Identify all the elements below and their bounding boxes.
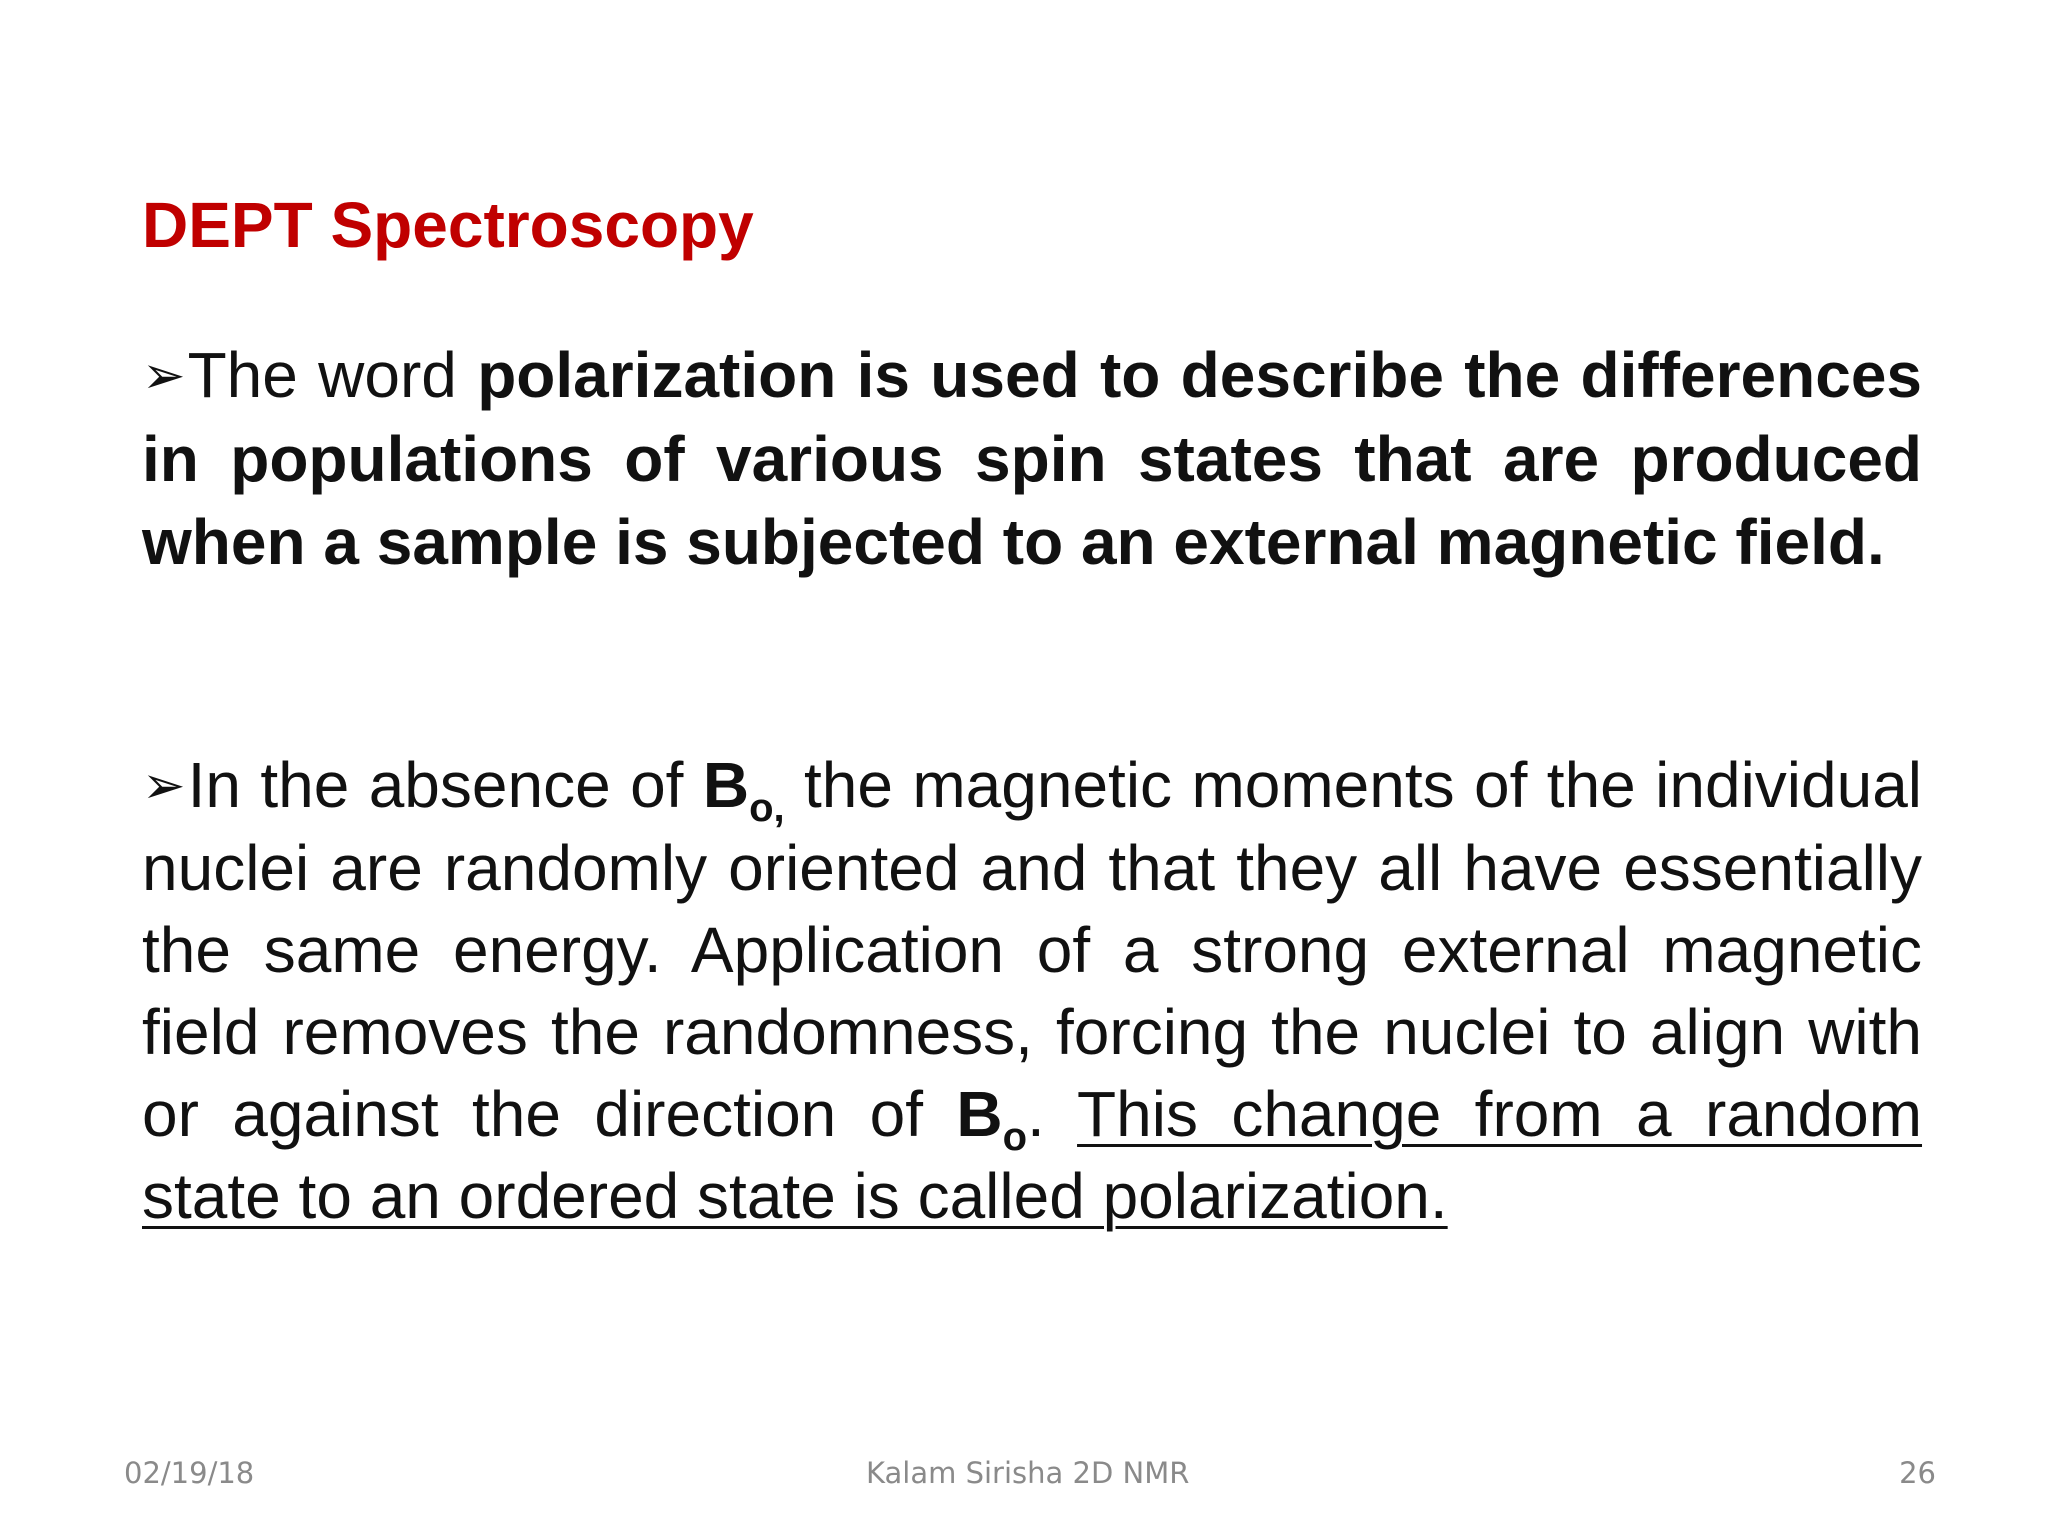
- bullet-paragraph-polarization-definition: [142, 334, 1922, 584]
- arrow-bullet-icon: ➢: [142, 756, 186, 816]
- b-field-symbol: B: [702, 749, 750, 821]
- polarization-definition-underlined: This change from a random state to an ordered state is called polarization.: [142, 1078, 1923, 1232]
- bullet-paragraph-magnetic-moments: [142, 744, 1922, 1237]
- paragraph2-part3: .: [1027, 1078, 1078, 1150]
- paragraph1-bold-text: polarization is used to describe the differences in populations of various spin states that are produced when a sample is subjected to an external magnetic field.: [142, 339, 1923, 578]
- footer-author-course: Kalam Sirisha 2D NMR: [866, 1456, 1190, 1490]
- footer-date: 02/19/18: [124, 1456, 255, 1490]
- b-field-subscript: o: [1002, 1115, 1028, 1159]
- paragraph1-lead: The word: [187, 339, 478, 411]
- footer-page-number: 26: [1899, 1456, 1936, 1490]
- slide-title: DEPT Spectroscopy: [142, 189, 754, 261]
- b-field-subscript: o,: [749, 786, 785, 830]
- paragraph2-part2: the magnetic moments of the individual nuclei are randomly oriented and that they all have essentially the same energy. Application of a strong external magnetic field removes the randomness, forcing the nuclei to align with or against the direction of: [142, 749, 1923, 1150]
- arrow-bullet-icon: ➢: [142, 346, 186, 406]
- b-field-symbol: B: [956, 1078, 1003, 1150]
- paragraph2-part1: In the absence of: [187, 749, 703, 821]
